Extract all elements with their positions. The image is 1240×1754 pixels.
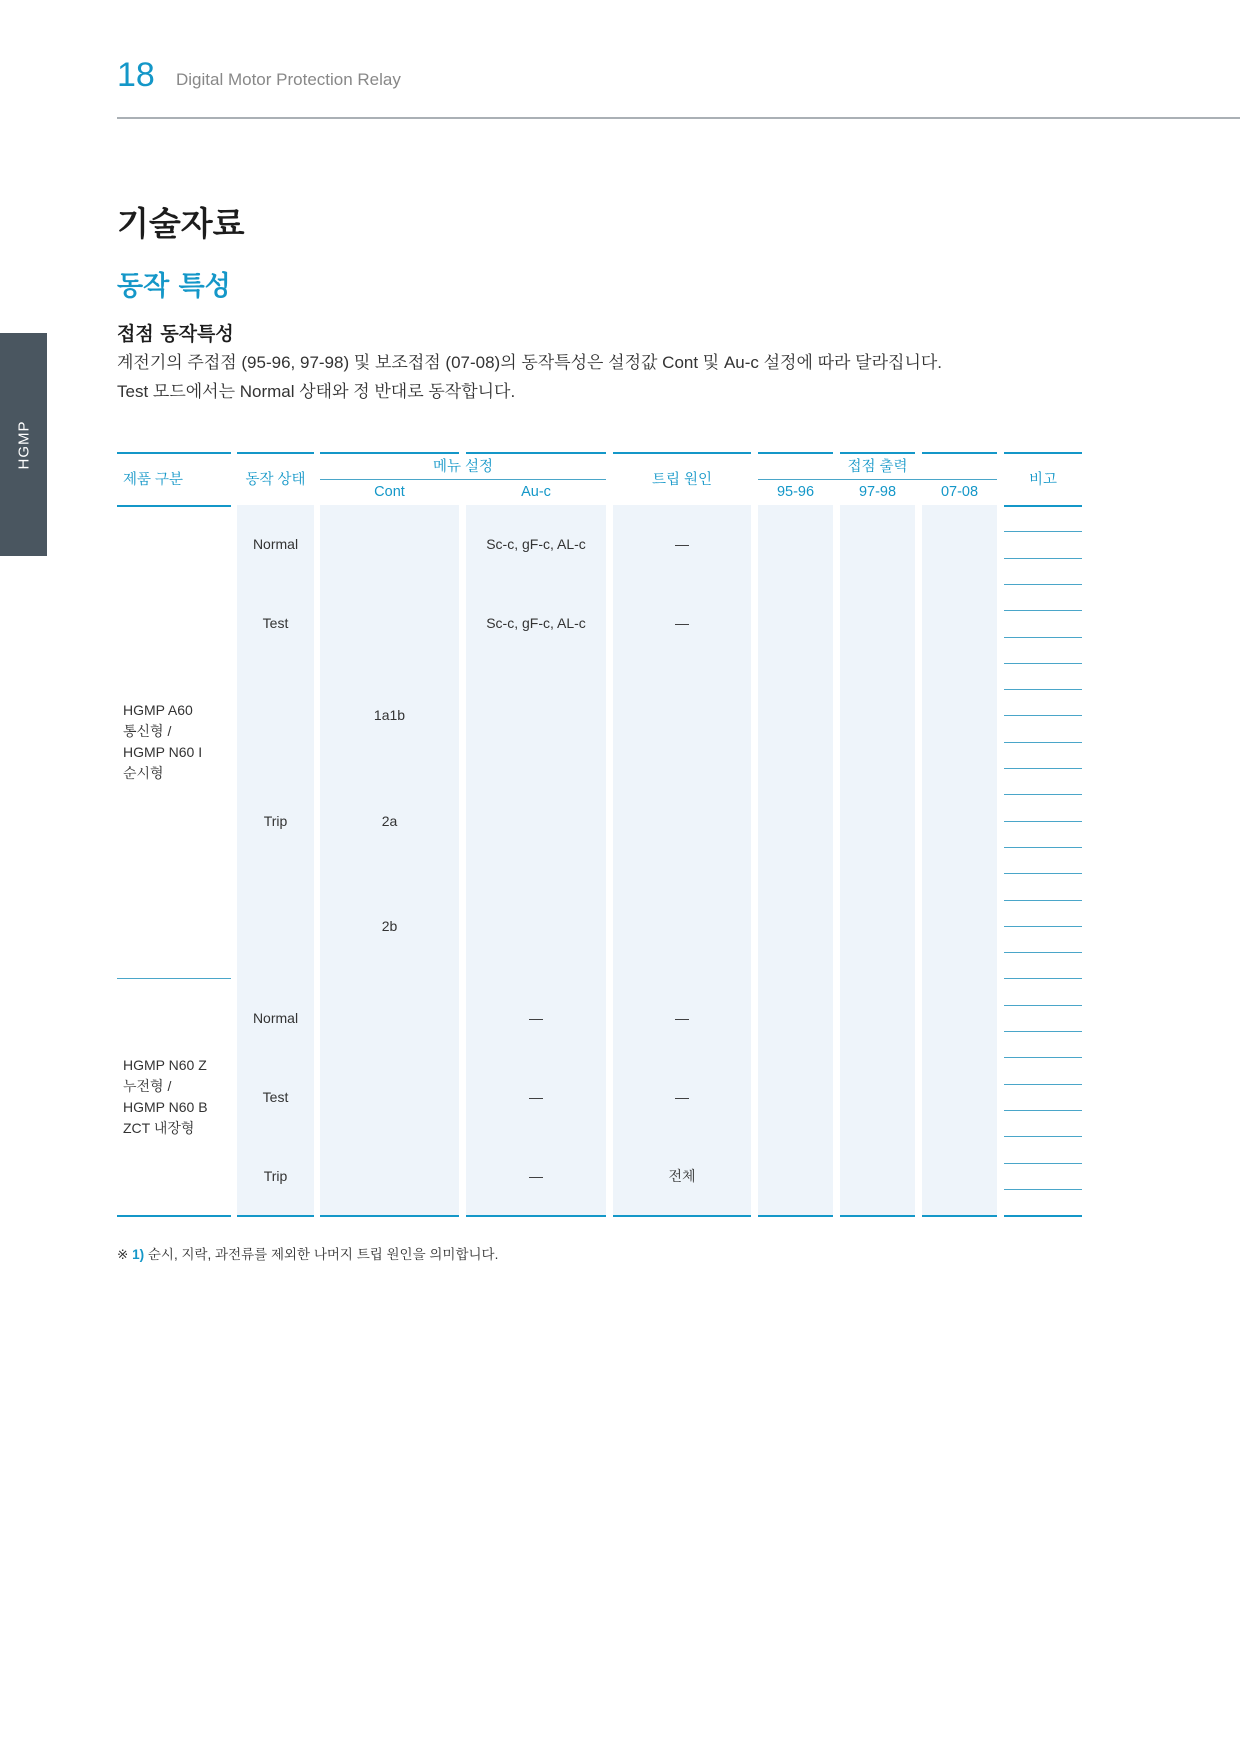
group-divider — [117, 978, 231, 979]
header-state — [237, 452, 314, 505]
trip-cause-cell-text: — — [675, 1088, 689, 1105]
table-bottom-rule — [320, 1215, 459, 1217]
cell-background — [320, 1136, 459, 1215]
auc-cell — [466, 1136, 606, 1215]
state-cell-text: Normal — [252, 1009, 299, 1026]
document-title: Digital Motor Protection Relay — [176, 70, 401, 89]
header-note — [1004, 452, 1082, 505]
table-bottom-rule — [922, 1215, 997, 1217]
row-divider — [1004, 978, 1082, 979]
state-cell-text: Trip — [263, 812, 288, 829]
trip-cause-cell — [613, 1057, 751, 1136]
row-divider — [1004, 1163, 1082, 1164]
header-menu: 메뉴 설정 — [432, 459, 494, 475]
header-output-97-98-text: 97-98 — [858, 484, 897, 500]
cell-background — [922, 1057, 997, 1136]
row-divider — [1004, 689, 1082, 690]
row-divider — [1004, 584, 1082, 585]
cell-background — [840, 663, 915, 979]
table-bottom-rule — [840, 1215, 915, 1217]
side-tab-label: HGMP — [15, 420, 32, 469]
cell-background — [758, 584, 833, 663]
cell-background — [758, 978, 833, 1057]
product-label-line: HGMP N60 B — [123, 1098, 208, 1115]
product-label-line: ZCT 내장형 — [123, 1119, 195, 1136]
header-cont — [320, 479, 459, 505]
cell-background — [320, 584, 459, 663]
header-trip-cause-text: 트립 원인 — [651, 472, 713, 488]
state-cell — [237, 584, 314, 663]
cont-cell-text: 2b — [381, 917, 398, 934]
state-cell — [237, 978, 314, 1057]
trip-cause-cell-text: 전체 — [668, 1167, 696, 1184]
state-cell — [237, 663, 314, 979]
auc-cell-text: Sc-c, gF-c, AL-c — [486, 536, 586, 553]
section-subtitle: 동작 특성 — [117, 271, 231, 302]
subheading: 접점 동작특성 — [117, 323, 234, 345]
row-divider — [1004, 742, 1082, 743]
product-label-line: HGMP N60 Z — [123, 1056, 207, 1073]
table-bottom-rule — [1004, 1215, 1082, 1217]
auc-cell — [466, 505, 606, 584]
description-line-2: Test 모드에서는 Normal 상태와 정 반대로 동작합니다. — [117, 382, 516, 401]
table-bottom-rule — [613, 1215, 751, 1217]
header-state-text: 동작 상태 — [245, 472, 306, 488]
cell-background — [320, 1057, 459, 1136]
row-divider — [1004, 558, 1082, 559]
row-divider — [1004, 768, 1082, 769]
row-divider — [1004, 900, 1082, 901]
header-output-07-08 — [922, 479, 997, 505]
auc-cell-text: Sc-c, gF-c, AL-c — [486, 615, 586, 632]
table-bottom-rule — [237, 1215, 314, 1217]
row-divider — [1004, 1084, 1082, 1085]
trip-cause-cell-text: — — [675, 615, 689, 632]
trip-cause-cell — [613, 978, 751, 1057]
cell-background — [758, 663, 833, 979]
trip-cause-cell — [613, 1136, 751, 1215]
state-cell-text: Normal — [252, 536, 299, 553]
table-bottom-rule — [117, 1215, 231, 1217]
product-label-line: HGMP A60 — [123, 701, 193, 718]
header-bottom-rule — [1004, 505, 1082, 507]
cell-background — [758, 1136, 833, 1215]
description-line-1: 계전기의 주접점 (95-96, 97-98) 및 보조접점 (07-08)의 동작특성은 설정값 Cont 및 Au-c 설정에 따라 달라집니다. — [117, 353, 943, 372]
product-label-line: 누전형 / — [123, 1077, 172, 1094]
header-output-97-98 — [840, 479, 915, 505]
cell-background — [922, 663, 997, 979]
cont-cell — [320, 768, 459, 873]
auc-cell — [466, 584, 606, 663]
header-output-95-96-text: 95-96 — [776, 484, 815, 500]
header-auc — [466, 479, 606, 505]
auc-cell-text: — — [529, 1167, 543, 1184]
cell-background — [613, 663, 751, 979]
header-product — [117, 452, 237, 505]
header-cont-text: Cont — [374, 484, 405, 500]
header-bottom-rule — [117, 505, 231, 507]
row-divider — [1004, 926, 1082, 927]
row-divider — [1004, 821, 1082, 822]
table-bottom-rule — [466, 1215, 606, 1217]
page-number: 18 — [117, 56, 155, 94]
header-trip-cause — [613, 452, 751, 505]
cell-background — [922, 978, 997, 1057]
cell-background — [758, 1057, 833, 1136]
header-output: 접점 출력 — [847, 459, 908, 475]
header-auc-text: Au-c — [521, 484, 551, 500]
product-label-line: HGMP N60 I — [123, 743, 203, 760]
cell-background — [320, 978, 459, 1057]
state-cell-text: Trip — [263, 1167, 288, 1184]
cont-cell — [320, 873, 459, 978]
footnote — [117, 1243, 498, 1263]
auc-cell — [466, 978, 606, 1057]
cell-background — [758, 505, 833, 584]
row-divider — [1004, 873, 1082, 874]
product-label — [123, 700, 202, 784]
row-divider — [1004, 531, 1082, 532]
row-divider — [1004, 1057, 1082, 1058]
state-cell-text: Test — [262, 1088, 289, 1105]
cont-cell-text: 2a — [381, 812, 398, 829]
row-divider — [1004, 794, 1082, 795]
cont-cell — [320, 663, 459, 768]
state-cell — [237, 1057, 314, 1136]
row-divider — [1004, 663, 1082, 664]
row-divider — [1004, 715, 1082, 716]
row-divider — [1004, 952, 1082, 953]
trip-cause-cell — [613, 505, 751, 584]
row-divider — [1004, 1136, 1082, 1137]
header-product-text: 제품 구분 — [123, 472, 184, 488]
row-divider — [1004, 637, 1082, 638]
cell-background — [840, 1136, 915, 1215]
row-divider — [1004, 610, 1082, 611]
header-output-95-96 — [758, 479, 833, 505]
row-divider — [1004, 1110, 1082, 1111]
trip-cause-cell-text: — — [675, 1009, 689, 1026]
cell-background — [840, 1057, 915, 1136]
cell-background — [840, 505, 915, 584]
cont-cell-text: 1a1b — [373, 707, 406, 724]
row-divider — [1004, 1189, 1082, 1190]
cell-background — [320, 505, 459, 584]
table-bottom-rule — [758, 1215, 833, 1217]
footnote-mark: ※ — [117, 1247, 129, 1262]
row-divider — [1004, 847, 1082, 848]
cell-background — [922, 584, 997, 663]
product-label — [123, 1055, 208, 1139]
footnote-ref: 1) — [132, 1247, 145, 1262]
trip-cause-cell — [613, 584, 751, 663]
section-title: 기술자료 — [117, 204, 245, 243]
auc-cell-text: — — [529, 1009, 543, 1026]
row-divider — [1004, 1031, 1082, 1032]
state-cell-text: Test — [262, 615, 289, 632]
footnote-text: 순시, 지락, 과전류를 제외한 나머지 트립 원인을 의미합니다. — [147, 1247, 499, 1262]
header-output-07-08-text: 07-08 — [940, 484, 979, 500]
cell-background — [466, 663, 606, 979]
trip-cause-cell-text: — — [675, 536, 689, 553]
state-cell — [237, 505, 314, 584]
state-cell — [237, 1136, 314, 1215]
row-divider — [1004, 1005, 1082, 1006]
cell-background — [840, 584, 915, 663]
cell-background — [922, 505, 997, 584]
auc-cell — [466, 1057, 606, 1136]
cell-background — [922, 1136, 997, 1215]
product-label-line: 통신형 / — [123, 722, 172, 739]
auc-cell-text: — — [529, 1088, 543, 1105]
header-note-text: 비고 — [1028, 472, 1057, 488]
cell-background — [840, 978, 915, 1057]
product-label-line: 순시형 — [123, 764, 164, 781]
